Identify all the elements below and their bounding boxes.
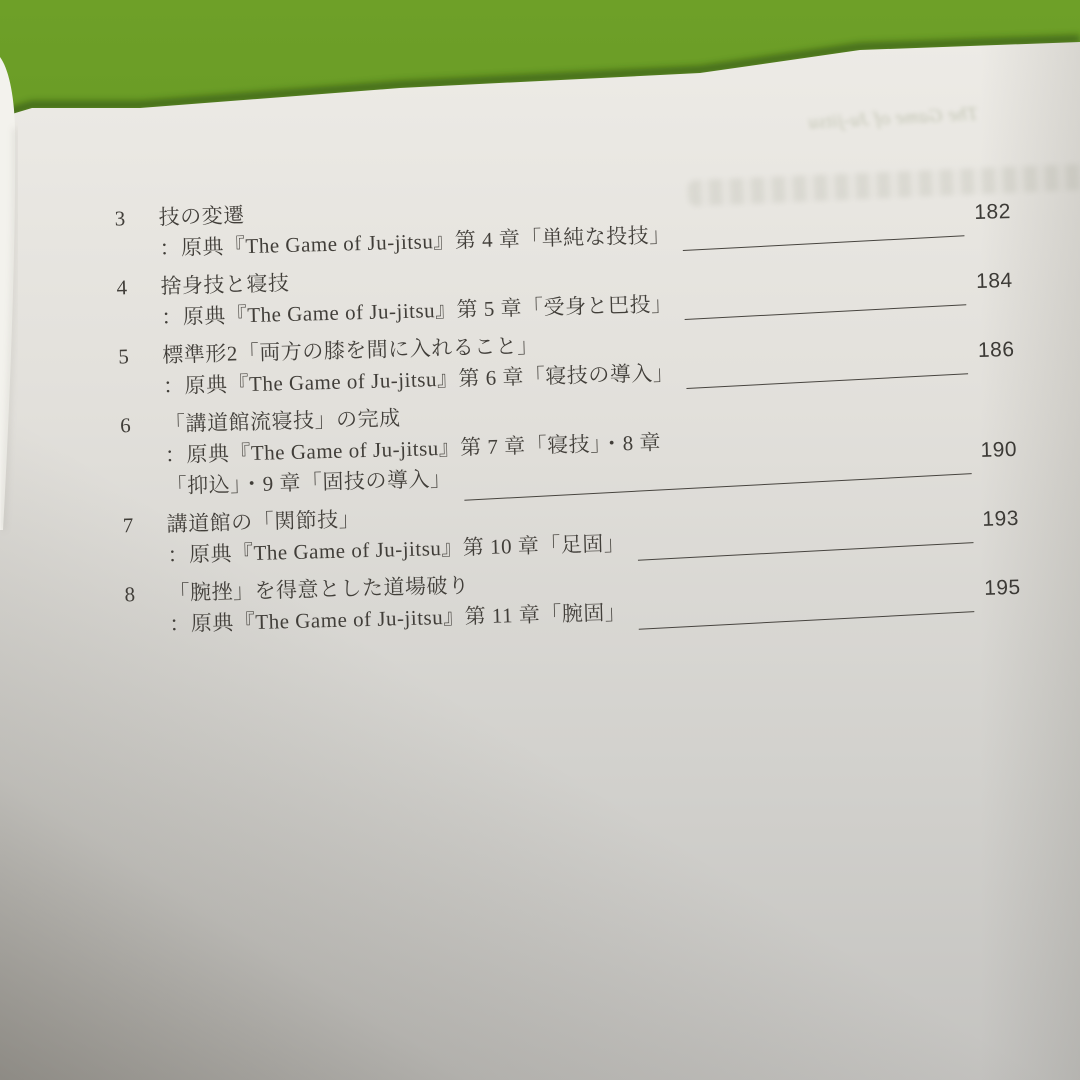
entry-number: 3 <box>114 206 127 231</box>
entry-title: 「腕挫」を得意とした道場破り <box>168 573 470 606</box>
entry-number: 7 <box>122 513 135 538</box>
entry-number: 6 <box>119 413 132 438</box>
page-number: 193 <box>982 506 1020 531</box>
entry-title: 講道館の「関節技」 <box>166 507 361 537</box>
page-number: 184 <box>975 269 1013 293</box>
page-number: 186 <box>977 338 1015 362</box>
entry-title: 技の変遷 <box>158 203 245 230</box>
entry-subtitle: ：原典『The Game of Ju-jitsu』第 5 章「受身と巴投」 <box>161 291 673 330</box>
page-number: 195 <box>983 575 1021 600</box>
entry-subtitle: ：原典『The Game of Ju-jitsu』第 11 章「腕固」 <box>169 600 627 637</box>
entry-subtitle: ：原典『The Game of Ju-jitsu』第 7 章「寝技」・8 章 <box>164 430 662 468</box>
leader-line <box>685 304 967 320</box>
entry-subtitle: ：原典『The Game of Ju-jitsu』第 4 章「単純な投技」 <box>159 222 672 261</box>
leader-line <box>639 611 975 630</box>
entry-subtitle: ：原典『The Game of Ju-jitsu』第 6 章「寝技の導入」 <box>162 360 675 399</box>
table-of-contents <box>92 180 1021 649</box>
entry-title: 捨身技と寝技 <box>160 270 290 299</box>
page-number: 190 <box>980 437 1018 462</box>
entry-title: 標準形2「両方の膝を間に入れること」 <box>162 333 540 368</box>
entry-number: 5 <box>118 344 130 369</box>
entry-number: 8 <box>124 582 136 607</box>
ghost-showthrough-title: The Game of Ju-jitsu <box>807 103 979 134</box>
leader-line <box>687 373 969 389</box>
toc-entry <box>98 387 1018 504</box>
leader-line <box>683 235 965 251</box>
entry-number: 4 <box>116 275 128 300</box>
entry-title: 「講道館流寝技」の完成 <box>163 406 401 437</box>
page-number: 182 <box>974 200 1012 225</box>
entry-subtitle: ：原典『The Game of Ju-jitsu』第 10 章「足固」 <box>167 531 626 568</box>
entry-subtitle: 「抑込」・9 章「固技の導入」 <box>165 466 452 499</box>
